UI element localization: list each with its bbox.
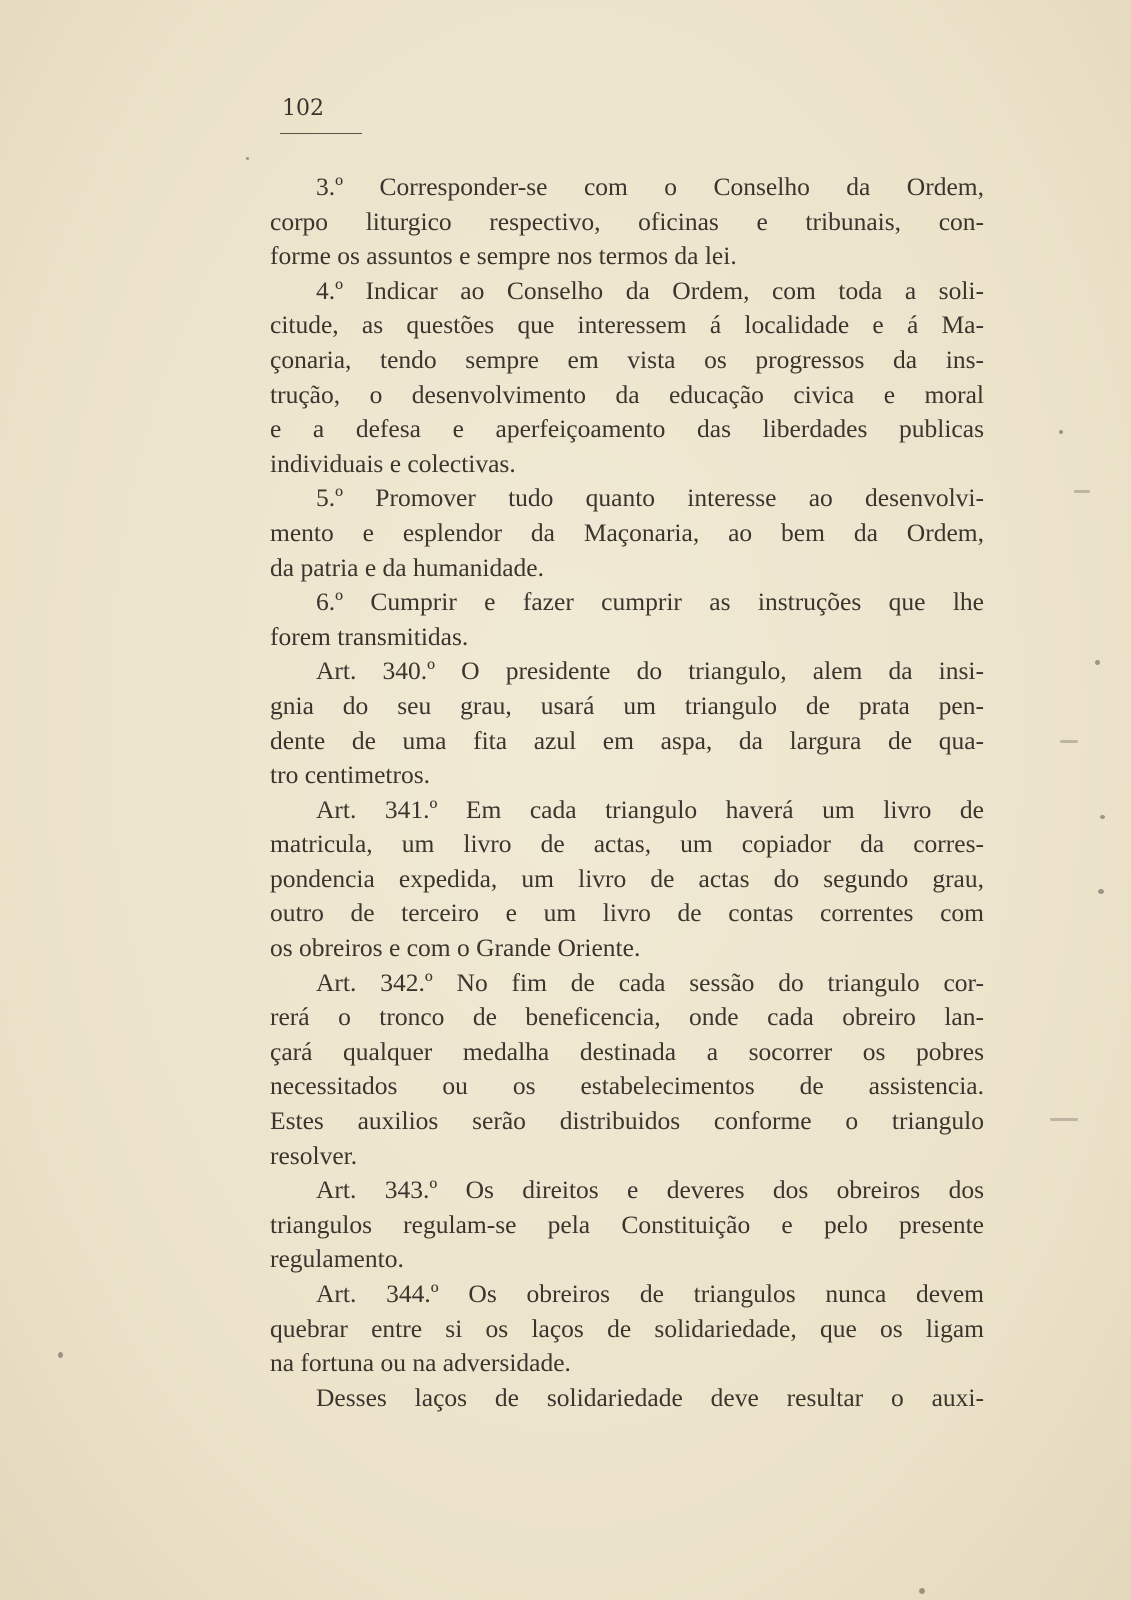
text-line: Art. 341.º Em cada triangulo haverá um livro de <box>316 794 984 824</box>
text-line: gnia do seu grau, usará um triangulo de prata pen- <box>270 690 984 720</box>
text-line: 6.º Cumprir e fazer cumprir as instruções que lhe <box>316 587 984 617</box>
text-line: dente de uma fita azul em aspa, da largura de qua- <box>270 725 984 755</box>
text-line: forem transmitidas. <box>270 621 469 651</box>
page-number: 102 <box>282 96 324 121</box>
text-line: quebrar entre si os laços de solidariedade, que os ligam <box>270 1313 984 1343</box>
text-line: pondencia expedida, um livro de actas do segundo grau, <box>270 863 984 893</box>
text-line: matricula, um livro de actas, um copiador da corres- <box>270 829 984 859</box>
text-line: Art. 344.º Os obreiros de triangulos nunca devem <box>316 1279 984 1308</box>
text-line: Art. 342.º No fim de cada sessão do triangulo cor- <box>316 967 984 997</box>
text-line: 5.º Promover tudo quanto interesse ao desenvolvi- <box>316 483 984 513</box>
text-line: outro de terceiro e um livro de contas correntes com <box>270 898 984 928</box>
text-line: Desses laços de solidariedade deve resultar o auxi- <box>316 1382 984 1412</box>
text-line: regulamento. <box>270 1244 404 1274</box>
text-line: mento e esplendor da Maçonaria, ao bem da Ordem, <box>270 517 984 547</box>
text-line: necessitados ou os estabelecimentos de assistencia. <box>270 1071 984 1101</box>
text-line: çará qualquer medalha destinada a socorrer os pobres <box>270 1036 984 1066</box>
text-line: na fortuna ou na adversidade. <box>270 1348 571 1378</box>
text-line: 3.º Corresponder-se com o Conselho da Ordem, <box>316 172 984 201</box>
text-line: Estes auxilios serão distribuidos conforme o triangulo <box>270 1106 984 1136</box>
text-line: os obreiros e com o Grande Oriente. <box>270 933 641 963</box>
text-line: forme os assuntos e sempre nos termos da lei. <box>270 241 737 271</box>
text-line: resolver. <box>270 1140 358 1170</box>
text-line: trução, o desenvolvimento da educação civica e moral <box>270 379 984 409</box>
text-line: Art. 340.º O presidente do triangulo, alem da insi- <box>316 656 984 686</box>
text-line: e a defesa e aperfeiçoamento das liberdades publicas <box>270 414 984 444</box>
text-line: corpo liturgico respectivo, oficinas e tribunais, con- <box>270 206 984 236</box>
text-line: individuais e colectivas. <box>270 448 516 478</box>
text-line: 4.º Indicar ao Conselho da Ordem, com toda a soli- <box>316 275 984 305</box>
text-line: triangulos regulam-se pela Constituição e pelo presente <box>270 1209 984 1239</box>
text-line: da patria e da humanidade. <box>270 552 545 582</box>
text-line: citude, as questões que interessem á localidade e á Ma- <box>270 310 984 340</box>
text-line: Art. 343.º Os direitos e deveres dos obreiros dos <box>316 1175 984 1205</box>
text-line: tro centimetros. <box>270 760 431 790</box>
header-rule <box>280 133 362 134</box>
text-line: çonaria, tendo sempre em vista os progressos da ins- <box>270 344 984 374</box>
text-line: rerá o tronco de beneficencia, onde cada obreiro lan- <box>270 1002 984 1032</box>
body-text <box>270 170 984 1415</box>
